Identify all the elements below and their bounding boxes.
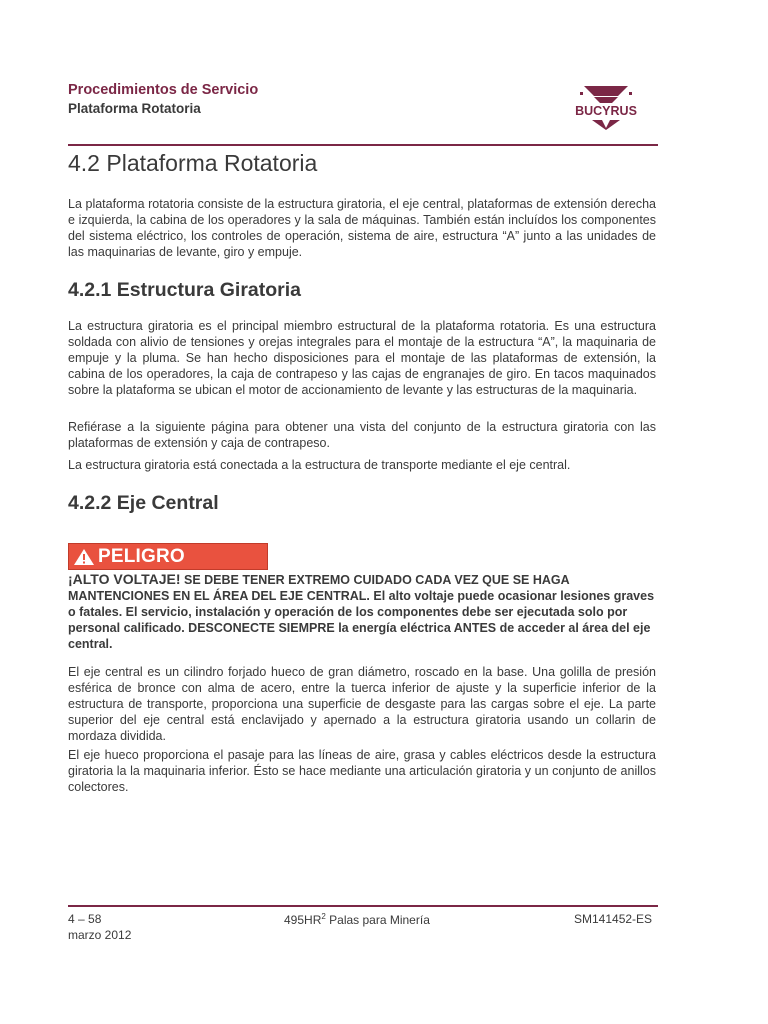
danger-message: [68, 571, 658, 652]
danger-banner: [68, 543, 268, 570]
footer-rule: [68, 905, 658, 907]
header-subtitle: Plataforma Rotatoria: [68, 101, 201, 116]
warning-triangle-icon: [73, 548, 95, 566]
estructura-paragraph-3: La estructura giratoria está conectada a la estructura de transporte mediante el eje central.: [68, 458, 571, 472]
bucyrus-logo: [556, 84, 656, 130]
footer-product-superscript: 2: [321, 912, 326, 921]
header-rule: [68, 144, 658, 146]
subsection-title-estructura: 4.2.1 Estructura Giratoria: [68, 279, 302, 301]
footer-product-label: Palas para Minería: [325, 913, 430, 927]
eje-paragraph-1: El eje central es un cilindro forjado hueco de gran diámetro, roscado en la base. Una golilla de presión esférica de bronce con alma de acero, entre la tuerca inferior de ajuste y la superficie inferior de la estructura de transporte, proporciona una superficie de desgaste para las cargas sobre el eje. La parte superior del eje central está enclavijado y apernado a la estructura giratoria usando un collarin de mordaza dividida.: [68, 665, 656, 743]
section-intro: La plataforma rotatoria consiste de la estructura giratoria, el eje central, plataformas de extensión derecha e izquierda, la cabina de los operadores y la sala de máquinas. También están incluídos los componentes del sistema eléctrico, los controles de operación, sistema de aire, estructura “A” junto a las unidades de las maquinarias de levante, giro y empuje.: [68, 197, 656, 259]
danger-body: SE DEBE TENER EXTREMO CUIDADO CADA VEZ QUE SE HAGA MANTENCIONES EN EL ÁREA DEL EJE CENTRAL. El alto voltaje puede ocasionar lesiones graves o fatales. El servicio, instalación y operación de los componentes debe ser ejecutada solo por personal calificado. DESCONECTE SIEMPRE la energía eléctrica ANTES de acceder al área del eje central.: [68, 573, 655, 651]
danger-label: PELIGRO: [98, 545, 185, 567]
footer-doc-id: SM141452-ES: [574, 912, 653, 926]
eje-paragraph-2: El eje hueco proporciona el pasaje para las líneas de aire, grasa y cables eléctricos desde la estructura giratoria la la maquinaria inferior. Ésto se hace mediante una articulación giratoria y un conjunto de anillos colectores.: [68, 748, 656, 794]
footer-product-model: 495HR: [284, 913, 322, 927]
footer-page-number: 4 – 58: [68, 912, 102, 926]
footer-product: [284, 912, 430, 927]
estructura-paragraph-1: La estructura giratoria es el principal miembro estructural de la plataforma rotatoria. Es una estructura soldada con alivio de tensiones y orejas integrales para el montaje de la estructura “A”, la maquinaria de empuje y la pluma. Se han hecho disposiciones para el montaje de las plataformas de extensión, la cabina de los operadores, la caja de contrapeso y las cajas de engranajes de giro. En tacos maquinados sobre la plataforma se ubican el motor de accionamiento de levante y las estructuras de la maquinaria.: [68, 319, 656, 397]
footer-date: marzo 2012: [68, 928, 132, 942]
subsection-title-eje: 4.2.2 Eje Central: [68, 492, 219, 514]
estructura-paragraph-2: Refiérase a la siguiente página para obtener una vista del conjunto de la estructura giratoria con las plataformas de extensión y caja de contrapeso.: [68, 420, 656, 450]
danger-lead: ¡ALTO VOLTAJE!: [68, 571, 181, 587]
logo-text: BUCYRUS: [575, 104, 637, 118]
section-title: 4.2 Plataforma Rotatoria: [68, 150, 318, 176]
header-title: Procedimientos de Servicio: [68, 82, 259, 98]
